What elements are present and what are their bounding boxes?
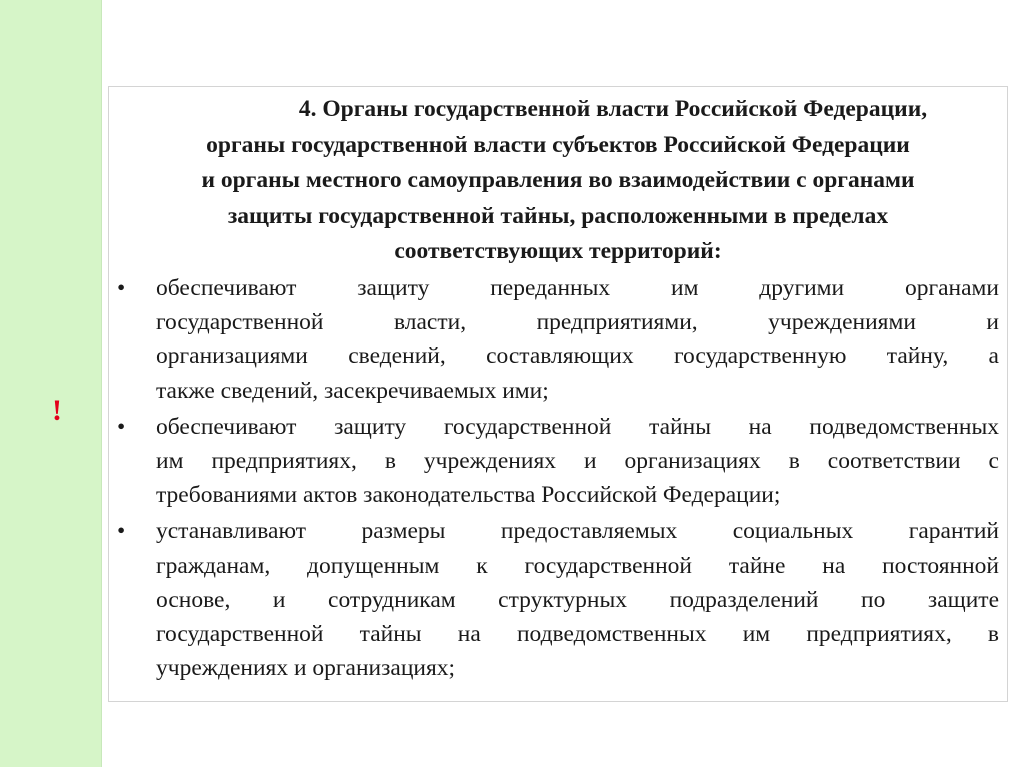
heading-line: защиты государственной тайны, расположенными в пределах <box>227 202 889 229</box>
bullet-line: государственной власти, предприятиями, учреждениями и <box>156 309 999 336</box>
bullet-line: требованиями актов законодательства Российской Федерации; <box>156 482 781 509</box>
bullet-item <box>117 410 999 513</box>
bullet-line: государственной тайны на подведомственных им предприятиях, в <box>156 621 999 647</box>
heading <box>117 92 999 270</box>
bullet-line: основе, и сотрудникам структурных подразделений по защите <box>156 586 999 613</box>
bullet-line: им предприятиях, в учреждениях и организациях в соответствии с <box>156 447 999 474</box>
bullet-item <box>117 271 999 408</box>
side-strip <box>0 0 102 767</box>
bullet-icon: • <box>117 274 126 301</box>
bullet-line: также сведений, засекречиваемых ими; <box>156 377 549 404</box>
bullet-line: обеспечивают защиту государственной тайны на подведомственных <box>156 413 999 440</box>
exclamation-marker: ! <box>52 394 62 427</box>
bullet-line: гражданам, допущенным к государственной тайне на постоянной <box>156 552 999 579</box>
heading-line: соответствующих территорий: <box>394 238 722 265</box>
text-area <box>117 92 999 687</box>
bullet-list <box>117 271 999 685</box>
bullet-line: организациями сведений, составляющих государственную тайну, а <box>156 343 999 370</box>
bullet-line: обеспечивают защиту переданных им другими органами <box>156 274 999 301</box>
bullet-line: устанавливают размеры предоставляемых социальных гарантий <box>156 518 999 545</box>
bullet-item <box>117 514 999 685</box>
heading-line: органы государственной власти субъектов Российской Федерации <box>206 131 910 158</box>
bullet-line: учреждениях и организациях; <box>156 655 456 682</box>
bullet-icon: • <box>117 518 126 545</box>
bullet-icon: • <box>117 413 126 440</box>
heading-line: и органы местного самоуправления во взаимодействии с органами <box>201 167 915 194</box>
heading-line: 4. Органы государственной власти Российской Федерации, <box>298 96 928 122</box>
